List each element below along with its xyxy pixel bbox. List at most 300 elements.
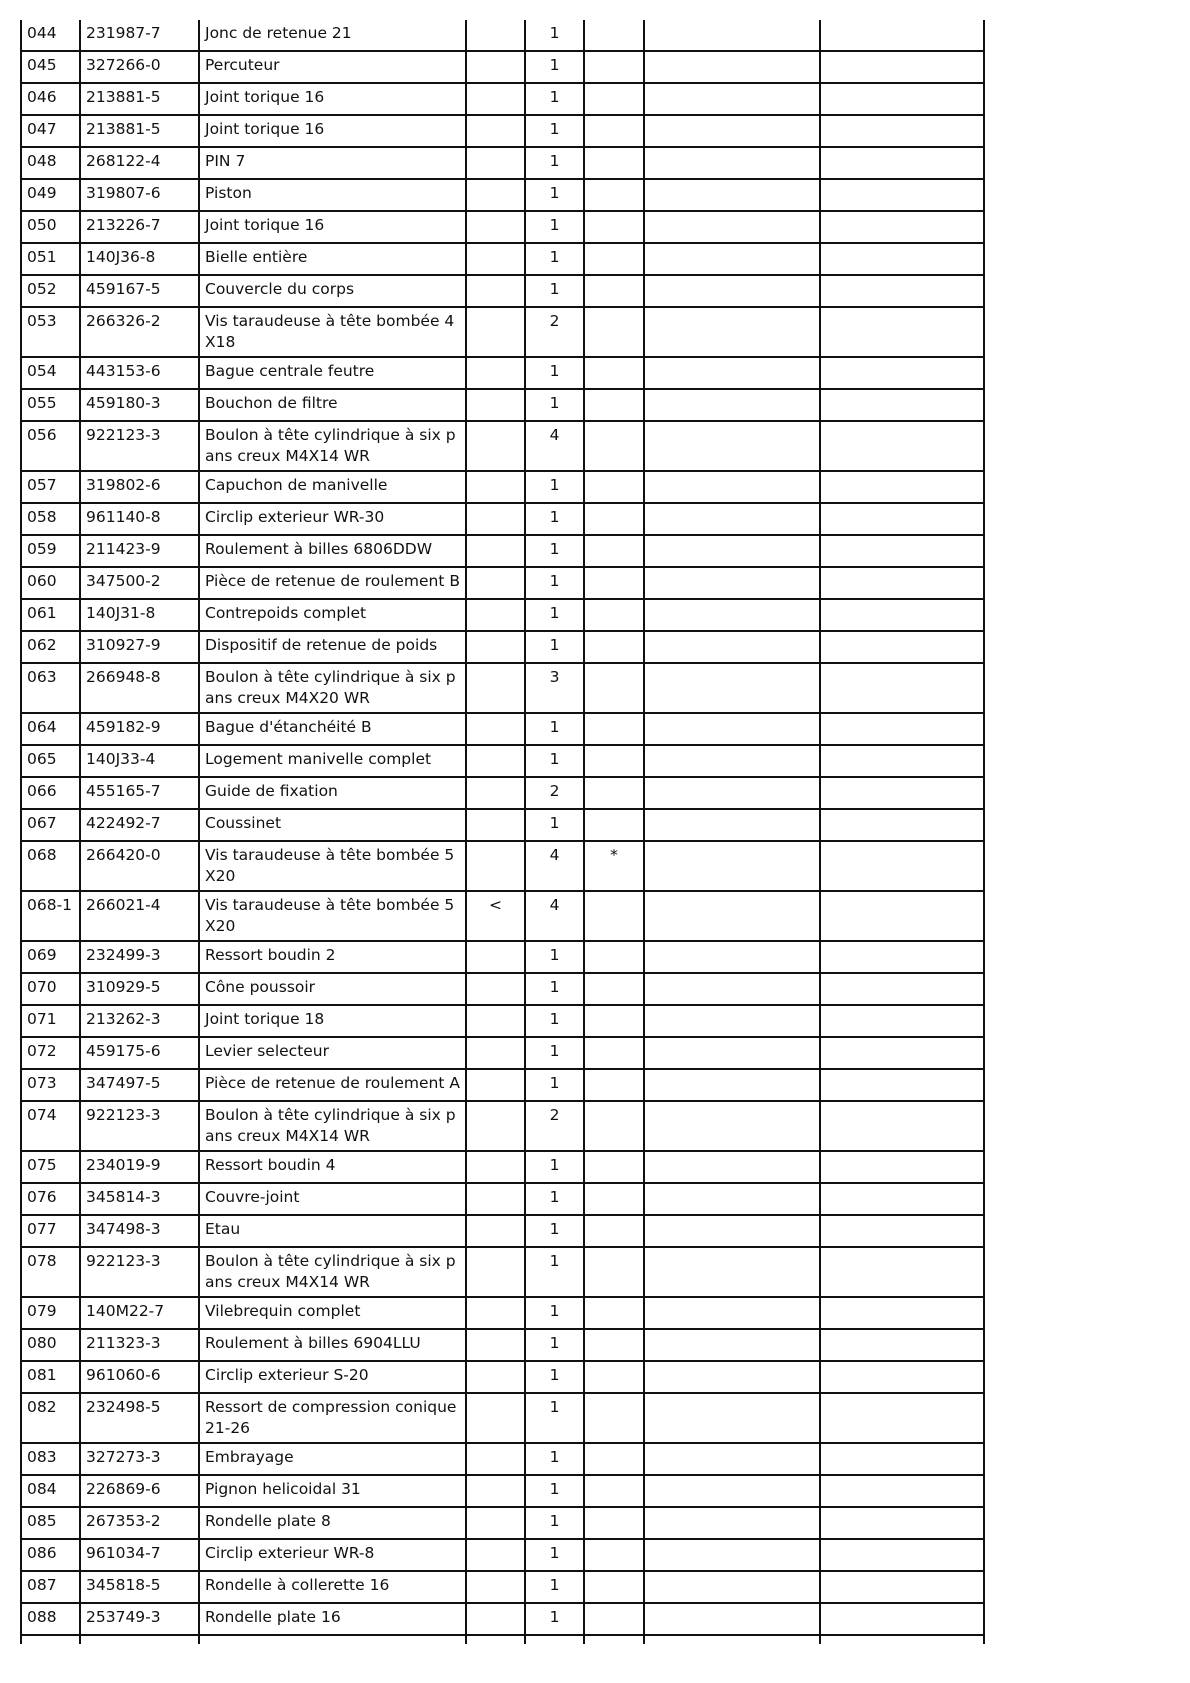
change-mark-cell [466, 941, 525, 973]
table-row [21, 1475, 984, 1507]
part-number-cell: 049 [21, 179, 80, 211]
description-cell: Ressort boudin 4 [199, 1151, 466, 1183]
empty-cell [644, 1247, 820, 1297]
quantity-cell: 1 [525, 1151, 584, 1183]
note-cell [584, 1361, 644, 1393]
quantity-cell: 1 [525, 535, 584, 567]
note-cell [584, 973, 644, 1005]
reference-cell: 231987-7 [80, 20, 199, 51]
change-mark-cell [466, 809, 525, 841]
table-row [21, 663, 984, 713]
table-row [21, 1005, 984, 1037]
empty-cell [644, 941, 820, 973]
empty-cell [820, 1393, 984, 1443]
note-cell [584, 535, 644, 567]
description-cell: Pièce de retenue de roulement B [199, 567, 466, 599]
quantity-cell: 1 [525, 471, 584, 503]
reference-cell: 961140-8 [80, 503, 199, 535]
empty-cell [199, 1635, 466, 1644]
empty-cell [644, 1151, 820, 1183]
empty-cell [644, 1069, 820, 1101]
empty-cell [820, 535, 984, 567]
table-row [21, 841, 984, 891]
change-mark-cell [466, 1297, 525, 1329]
table-row [21, 599, 984, 631]
reference-cell: 140J36-8 [80, 243, 199, 275]
reference-cell: 459180-3 [80, 389, 199, 421]
change-mark-cell [466, 631, 525, 663]
description-cell: Vis taraudeuse à tête bombée 5X20 [199, 841, 466, 891]
part-number-cell: 051 [21, 243, 80, 275]
empty-cell [820, 1037, 984, 1069]
part-number-cell: 084 [21, 1475, 80, 1507]
note-cell [584, 1393, 644, 1443]
note-cell [584, 275, 644, 307]
table-row [21, 211, 984, 243]
reference-cell: 422492-7 [80, 809, 199, 841]
change-mark-cell [466, 243, 525, 275]
description-cell: Bague centrale feutre [199, 357, 466, 389]
note-cell [584, 1183, 644, 1215]
change-mark-cell [466, 1361, 525, 1393]
part-number-cell: 075 [21, 1151, 80, 1183]
note-cell [584, 631, 644, 663]
empty-cell [820, 631, 984, 663]
empty-cell [820, 83, 984, 115]
table-row [21, 1443, 984, 1475]
quantity-cell: 1 [525, 567, 584, 599]
empty-cell [820, 179, 984, 211]
part-number-cell: 074 [21, 1101, 80, 1151]
change-mark-cell [466, 471, 525, 503]
table-row [21, 1101, 984, 1151]
note-cell [584, 179, 644, 211]
part-number-cell: 046 [21, 83, 80, 115]
part-number-cell: 053 [21, 307, 80, 357]
reference-cell: 961034-7 [80, 1539, 199, 1571]
change-mark-cell [466, 1393, 525, 1443]
empty-cell [644, 115, 820, 147]
quantity-cell: 1 [525, 179, 584, 211]
reference-cell: 253749-3 [80, 1603, 199, 1635]
part-number-cell: 077 [21, 1215, 80, 1247]
empty-cell [820, 1507, 984, 1539]
part-number-cell: 047 [21, 115, 80, 147]
change-mark-cell [466, 745, 525, 777]
note-cell [584, 20, 644, 51]
part-number-cell: 069 [21, 941, 80, 973]
change-mark-cell [466, 663, 525, 713]
empty-cell [820, 1069, 984, 1101]
part-number-cell: 065 [21, 745, 80, 777]
quantity-cell: 1 [525, 1475, 584, 1507]
description-cell: Contrepoids complet [199, 599, 466, 631]
note-cell [584, 115, 644, 147]
note-cell [584, 83, 644, 115]
parts-table-body [21, 20, 984, 1644]
table-row [21, 809, 984, 841]
reference-cell: 319802-6 [80, 471, 199, 503]
part-number-cell: 063 [21, 663, 80, 713]
table-row-continuation [21, 1635, 984, 1644]
reference-cell: 459175-6 [80, 1037, 199, 1069]
table-row [21, 503, 984, 535]
quantity-cell: 1 [525, 599, 584, 631]
part-number-cell: 054 [21, 357, 80, 389]
note-cell [584, 211, 644, 243]
part-number-cell: 060 [21, 567, 80, 599]
quantity-cell: 1 [525, 1571, 584, 1603]
empty-cell [644, 357, 820, 389]
note-cell [584, 1069, 644, 1101]
description-cell: Pièce de retenue de roulement A [199, 1069, 466, 1101]
empty-cell [820, 243, 984, 275]
part-number-cell: 071 [21, 1005, 80, 1037]
note-cell [584, 503, 644, 535]
part-number-cell: 081 [21, 1361, 80, 1393]
empty-cell [644, 1443, 820, 1475]
reference-cell: 347498-3 [80, 1215, 199, 1247]
part-number-cell: 044 [21, 20, 80, 51]
description-cell: Logement manivelle complet [199, 745, 466, 777]
empty-cell [644, 471, 820, 503]
empty-cell [820, 147, 984, 179]
part-number-cell: 061 [21, 599, 80, 631]
table-row [21, 973, 984, 1005]
quantity-cell: 1 [525, 1215, 584, 1247]
change-mark-cell [466, 20, 525, 51]
reference-cell: 345814-3 [80, 1183, 199, 1215]
part-number-cell: 085 [21, 1507, 80, 1539]
description-cell: Circlip exterieur WR-8 [199, 1539, 466, 1571]
table-row [21, 1361, 984, 1393]
change-mark-cell [466, 1101, 525, 1151]
reference-cell: 443153-6 [80, 357, 199, 389]
part-number-cell: 052 [21, 275, 80, 307]
description-cell: Joint torique 16 [199, 83, 466, 115]
description-cell: Joint torique 18 [199, 1005, 466, 1037]
empty-cell [820, 421, 984, 471]
empty-cell [820, 1635, 984, 1644]
change-mark-cell [466, 567, 525, 599]
change-mark-cell [466, 777, 525, 809]
table-row [21, 421, 984, 471]
quantity-cell: 1 [525, 941, 584, 973]
description-cell: Ressort boudin 2 [199, 941, 466, 973]
quantity-cell: 3 [525, 663, 584, 713]
parts-list-page [20, 20, 977, 1644]
change-mark-cell [466, 1151, 525, 1183]
empty-cell [644, 503, 820, 535]
empty-cell [644, 179, 820, 211]
change-mark-cell [466, 973, 525, 1005]
description-cell: Roulement à billes 6904LLU [199, 1329, 466, 1361]
note-cell [584, 389, 644, 421]
part-number-cell: 087 [21, 1571, 80, 1603]
note-cell [584, 777, 644, 809]
table-row [21, 777, 984, 809]
quantity-cell: 1 [525, 1037, 584, 1069]
part-number-cell: 088 [21, 1603, 80, 1635]
quantity-cell: 1 [525, 20, 584, 51]
table-row [21, 535, 984, 567]
quantity-cell: 2 [525, 1101, 584, 1151]
part-number-cell: 070 [21, 973, 80, 1005]
empty-cell [644, 1571, 820, 1603]
reference-cell: 319807-6 [80, 179, 199, 211]
part-number-cell: 068 [21, 841, 80, 891]
reference-cell: 232499-3 [80, 941, 199, 973]
description-cell: Joint torique 16 [199, 115, 466, 147]
empty-cell [466, 1635, 525, 1644]
quantity-cell: 1 [525, 1329, 584, 1361]
table-row [21, 243, 984, 275]
note-cell [584, 891, 644, 941]
note-cell [584, 745, 644, 777]
description-cell: Pignon helicoidal 31 [199, 1475, 466, 1507]
change-mark-cell [466, 1507, 525, 1539]
empty-cell [644, 1215, 820, 1247]
part-number-cell: 062 [21, 631, 80, 663]
part-number-cell: 057 [21, 471, 80, 503]
part-number-cell: 055 [21, 389, 80, 421]
empty-cell [820, 51, 984, 83]
part-number-cell: 045 [21, 51, 80, 83]
empty-cell [644, 51, 820, 83]
reference-cell: 268122-4 [80, 147, 199, 179]
description-cell: Boulon à tête cylindrique à six pans creux M4X14 WR [199, 1247, 466, 1297]
empty-cell [820, 745, 984, 777]
table-row [21, 713, 984, 745]
quantity-cell: 1 [525, 115, 584, 147]
reference-cell: 459167-5 [80, 275, 199, 307]
empty-cell [820, 1475, 984, 1507]
description-cell: Vis taraudeuse à tête bombée 5X20 [199, 891, 466, 941]
table-row [21, 83, 984, 115]
description-cell: Vis taraudeuse à tête bombée 4X18 [199, 307, 466, 357]
quantity-cell: 1 [525, 357, 584, 389]
table-row [21, 1603, 984, 1635]
table-row [21, 1393, 984, 1443]
part-number-cell: 050 [21, 211, 80, 243]
change-mark-cell [466, 389, 525, 421]
reference-cell: 213881-5 [80, 83, 199, 115]
note-cell [584, 1151, 644, 1183]
empty-cell [644, 389, 820, 421]
note-cell: * [584, 841, 644, 891]
quantity-cell: 2 [525, 307, 584, 357]
change-mark-cell [466, 51, 525, 83]
note-cell [584, 1539, 644, 1571]
table-row [21, 1247, 984, 1297]
empty-cell [820, 1183, 984, 1215]
empty-cell [820, 1005, 984, 1037]
note-cell [584, 1571, 644, 1603]
description-cell: Joint torique 16 [199, 211, 466, 243]
reference-cell: 922123-3 [80, 421, 199, 471]
change-mark-cell [466, 713, 525, 745]
change-mark-cell [466, 147, 525, 179]
reference-cell: 211423-9 [80, 535, 199, 567]
part-number-cell: 078 [21, 1247, 80, 1297]
quantity-cell: 1 [525, 1183, 584, 1215]
part-number-cell: 066 [21, 777, 80, 809]
description-cell: Jonc de retenue 21 [199, 20, 466, 51]
note-cell [584, 147, 644, 179]
change-mark-cell [466, 115, 525, 147]
part-number-cell: 083 [21, 1443, 80, 1475]
quantity-cell: 1 [525, 1069, 584, 1101]
table-row [21, 1215, 984, 1247]
description-cell: Ressort de compression conique 21-26 [199, 1393, 466, 1443]
empty-cell [820, 1443, 984, 1475]
part-number-cell: 073 [21, 1069, 80, 1101]
description-cell: Capuchon de manivelle [199, 471, 466, 503]
empty-cell [820, 1539, 984, 1571]
empty-cell [644, 745, 820, 777]
note-cell [584, 1603, 644, 1635]
change-mark-cell [466, 1069, 525, 1101]
empty-cell [820, 389, 984, 421]
change-mark-cell [466, 1037, 525, 1069]
part-number-cell: 082 [21, 1393, 80, 1443]
change-mark-cell [466, 275, 525, 307]
change-mark-cell [466, 179, 525, 211]
reference-cell: 310929-5 [80, 973, 199, 1005]
reference-cell: 459182-9 [80, 713, 199, 745]
change-mark-cell [466, 1329, 525, 1361]
table-row [21, 1151, 984, 1183]
part-number-cell: 068-1 [21, 891, 80, 941]
note-cell [584, 1005, 644, 1037]
description-cell: Coussinet [199, 809, 466, 841]
empty-cell [644, 1393, 820, 1443]
quantity-cell: 1 [525, 973, 584, 1005]
description-cell: Embrayage [199, 1443, 466, 1475]
note-cell [584, 809, 644, 841]
empty-cell [820, 20, 984, 51]
empty-cell [820, 1151, 984, 1183]
description-cell: Circlip exterieur S-20 [199, 1361, 466, 1393]
description-cell: Boulon à tête cylindrique à six pans creux M4X14 WR [199, 1101, 466, 1151]
description-cell: Etau [199, 1215, 466, 1247]
change-mark-cell [466, 1247, 525, 1297]
note-cell [584, 421, 644, 471]
empty-cell [820, 211, 984, 243]
reference-cell: 266326-2 [80, 307, 199, 357]
note-cell [584, 599, 644, 631]
empty-cell [80, 1635, 199, 1644]
empty-cell [820, 809, 984, 841]
change-mark-cell [466, 211, 525, 243]
quantity-cell: 1 [525, 1361, 584, 1393]
note-cell [584, 1037, 644, 1069]
empty-cell [644, 1475, 820, 1507]
table-row [21, 471, 984, 503]
empty-cell [820, 1571, 984, 1603]
quantity-cell: 4 [525, 891, 584, 941]
empty-cell [644, 275, 820, 307]
reference-cell: 226869-6 [80, 1475, 199, 1507]
empty-cell [820, 891, 984, 941]
empty-cell [820, 1603, 984, 1635]
note-cell [584, 471, 644, 503]
empty-cell [644, 1297, 820, 1329]
reference-cell: 347497-5 [80, 1069, 199, 1101]
empty-cell [820, 1215, 984, 1247]
note-cell [584, 1101, 644, 1151]
table-row [21, 20, 984, 51]
reference-cell: 961060-6 [80, 1361, 199, 1393]
description-cell: Boulon à tête cylindrique à six pans creux M4X20 WR [199, 663, 466, 713]
change-mark-cell [466, 841, 525, 891]
quantity-cell: 1 [525, 83, 584, 115]
quantity-cell: 1 [525, 1603, 584, 1635]
note-cell [584, 941, 644, 973]
empty-cell [820, 275, 984, 307]
table-row [21, 1571, 984, 1603]
empty-cell [644, 567, 820, 599]
note-cell [584, 243, 644, 275]
empty-cell [644, 1101, 820, 1151]
empty-cell [820, 471, 984, 503]
empty-cell [525, 1635, 584, 1644]
empty-cell [644, 1635, 820, 1644]
table-row [21, 941, 984, 973]
empty-cell [644, 1507, 820, 1539]
table-row [21, 389, 984, 421]
part-number-cell: 080 [21, 1329, 80, 1361]
reference-cell: 266420-0 [80, 841, 199, 891]
quantity-cell: 1 [525, 631, 584, 663]
empty-cell [820, 1361, 984, 1393]
note-cell [584, 1329, 644, 1361]
empty-cell [820, 941, 984, 973]
change-mark-cell [466, 535, 525, 567]
empty-cell [820, 1101, 984, 1151]
description-cell: Piston [199, 179, 466, 211]
part-number-cell: 072 [21, 1037, 80, 1069]
empty-cell [820, 357, 984, 389]
change-mark-cell [466, 1215, 525, 1247]
description-cell: Rondelle plate 16 [199, 1603, 466, 1635]
part-number-cell: 064 [21, 713, 80, 745]
quantity-cell: 1 [525, 503, 584, 535]
empty-cell [820, 1247, 984, 1297]
reference-cell: 266021-4 [80, 891, 199, 941]
empty-cell [644, 1183, 820, 1215]
reference-cell: 922123-3 [80, 1101, 199, 1151]
empty-cell [820, 307, 984, 357]
table-row [21, 147, 984, 179]
table-row [21, 1297, 984, 1329]
reference-cell: 140J33-4 [80, 745, 199, 777]
empty-cell [644, 243, 820, 275]
empty-cell [820, 777, 984, 809]
reference-cell: 266948-8 [80, 663, 199, 713]
table-row [21, 1539, 984, 1571]
empty-cell [644, 973, 820, 1005]
quantity-cell: 1 [525, 243, 584, 275]
empty-cell [644, 307, 820, 357]
table-row [21, 357, 984, 389]
quantity-cell: 1 [525, 275, 584, 307]
quantity-cell: 1 [525, 745, 584, 777]
reference-cell: 213226-7 [80, 211, 199, 243]
empty-cell [644, 663, 820, 713]
empty-cell [820, 599, 984, 631]
quantity-cell: 1 [525, 1297, 584, 1329]
